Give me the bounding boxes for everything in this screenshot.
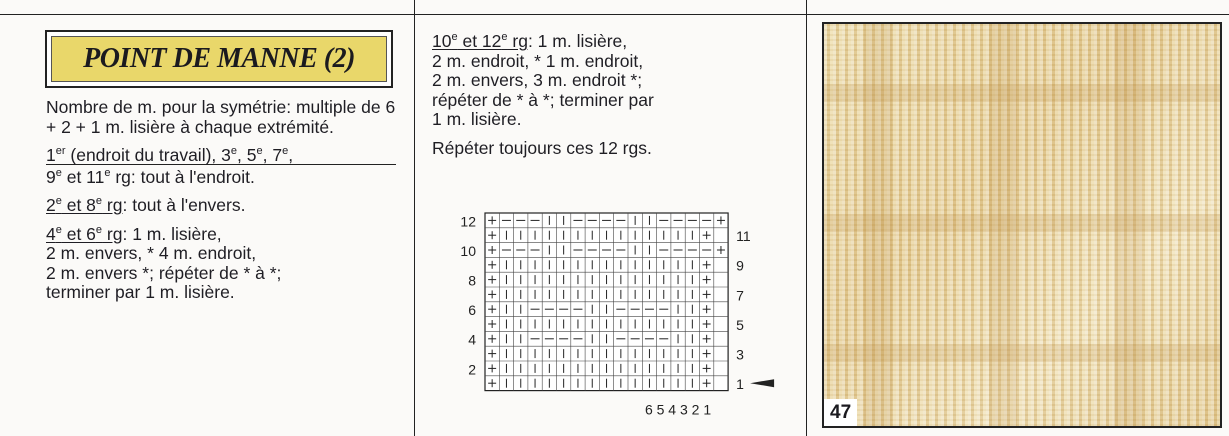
rows-2-8: 2e et 8e rg: tout à l'envers. — [46, 195, 246, 215]
row-number-label: 11 — [736, 228, 751, 245]
stitch-chart — [450, 205, 790, 420]
swatch-band — [824, 214, 1222, 232]
row-number-label: 9 — [736, 257, 744, 274]
row-number-label: 3 — [736, 346, 744, 363]
page-title: POINT DE MANNE (2) — [51, 36, 387, 82]
rows-1-odd: 1er (endroit du travail), 3e, 5e, 7e, 9e et 11e rg: tout à l'endroit. — [46, 146, 396, 187]
middle-column — [432, 32, 802, 167]
row-number-label: 8 — [468, 272, 476, 289]
knit-swatch-photo — [822, 22, 1222, 428]
repeat-text: Répéter toujours ces 12 rgs. — [432, 137, 652, 158]
row-number-label: 1 — [736, 376, 744, 393]
title-box — [45, 30, 393, 88]
column-number-label: 6 5 4 3 2 1 — [644, 401, 712, 418]
arrow-left-icon — [750, 379, 774, 387]
rows-4-6: 4e et 6e rg: 1 m. lisière, 2 m. envers, * 4 m. endroit, 2 m. envers *; répéter de * à *; terminer par 1 m. lisière. — [46, 223, 282, 302]
row-number-label: 7 — [736, 287, 744, 304]
swatch-band — [824, 344, 1222, 362]
row-number-label: 6 — [468, 302, 476, 319]
rows-10-12: 10e et 12e rg: 1 m. lisière, 2 m. endroit, * 1 m. endroit, 2 m. envers, 3 m. endroit *; répéter de * à *; terminer par 1 m. lisière. — [432, 31, 654, 129]
page-number: 47 — [824, 399, 857, 426]
intro-text: Nombre de m. pour la symétrie: multiple de 6 + 2 + 1 m. lisière à chaque extrémité. — [46, 97, 396, 137]
row-number-label: 2 — [468, 361, 476, 378]
row-number-label: 4 — [468, 331, 476, 348]
row-number-label: 10 — [460, 242, 476, 259]
row-number-label: 5 — [736, 316, 744, 333]
column-divider-2 — [806, 0, 807, 436]
left-column — [46, 98, 396, 312]
row-number-label: 12 — [460, 213, 476, 230]
swatch-band — [824, 84, 1222, 102]
top-rule — [0, 14, 1229, 15]
column-divider-1 — [414, 0, 415, 436]
